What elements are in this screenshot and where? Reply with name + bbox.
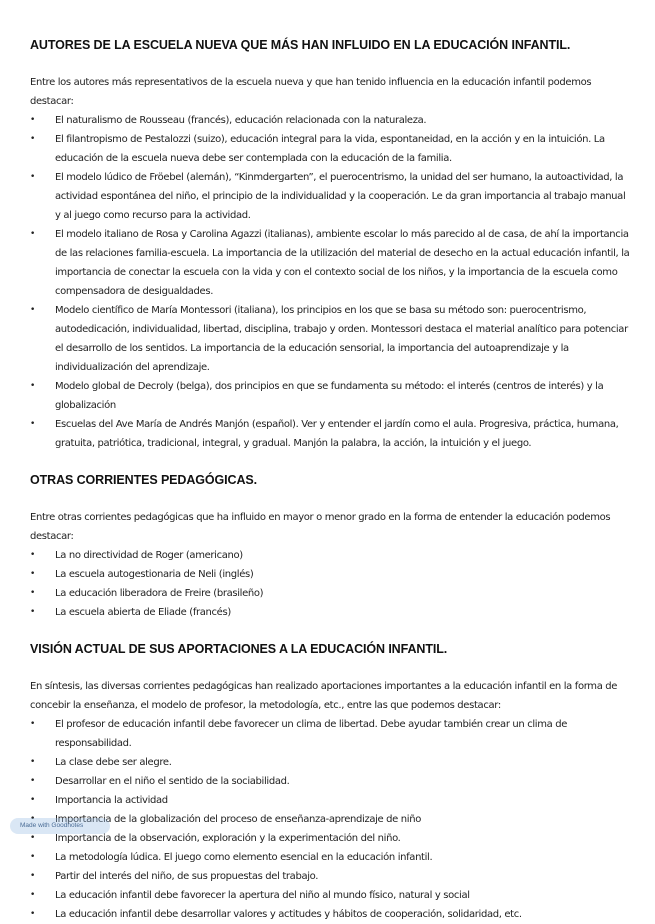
- contributions-list: [30, 715, 630, 924]
- list-item: • Importancia la actividad: [30, 791, 630, 810]
- list-item: • Importancia de la globalización del proceso de enseñanza-aprendizaje de niño: [30, 810, 630, 829]
- list-item: • El modelo lúdico de Fröebel (alemán), “Kinmdergarten”, el puerocentrismo, la unidad del ser humano, la autoactividad, la actividad espontánea del niño, el principio de la individualidad y la cooperación. Le da gran importancia al trabajo manual y al juego como recurso para la actividad.: [30, 168, 630, 225]
- list-item: • El modelo italiano de Rosa y Carolina Agazzi (italianas), ambiente escolar lo más parecido al de casa, de ahí la importancia de las relaciones familia-escuela. La importancia de la utilización del material de desecho en la actual educación infantil, la importancia de conectar la escuela con la vida y con el contexto social de los niños, y la importancia de la escuela como compensadora de desigualdades.: [30, 225, 630, 301]
- list-item: • La no directividad de Roger (americano): [30, 546, 630, 565]
- list-item: • La educación infantil debe desarrollar valores y actitudes y hábitos de cooperación, solidaridad, etc.: [30, 905, 630, 924]
- list-item: • La clase debe ser alegre.: [30, 753, 630, 772]
- section-heading-autores: AUTORES DE LA ESCUELA NUEVA QUE MÁS HAN INFLUIDO EN LA EDUCACIÓN INFANTIL.: [30, 38, 571, 52]
- section-heading-vision-actual: VISIÓN ACTUAL DE SUS APORTACIONES A LA EDUCACIÓN INFANTIL.: [30, 642, 448, 656]
- list-item: • Desarrollar en el niño el sentido de la sociabilidad.: [30, 772, 630, 791]
- currents-list: [30, 546, 630, 622]
- list-item: • La educación liberadora de Freire (brasileño): [30, 584, 630, 603]
- list-item: • La educación infantil debe favorecer la apertura del niño al mundo físico, natural y social: [30, 886, 630, 905]
- section-intro-autores: Entre los autores más representativos de la escuela nueva y que han tenido influencia en la educación infantil podemos destacar:: [30, 77, 592, 107]
- list-item: • El naturalismo de Rousseau (francés), educación relacionada con la naturaleza.: [30, 111, 630, 130]
- list-item: • Modelo global de Decroly (belga), dos principios en que se fundamenta su método: el interés (centros de interés) y la globalización: [30, 377, 630, 415]
- section-intro-otras-corrientes: Entre otras corrientes pedagógicas que ha influido en mayor o menor grado en la forma de entender la educación podemos destacar:: [30, 512, 611, 542]
- list-item: • Partir del interés del niño, de sus propuestas del trabajo.: [30, 867, 630, 886]
- list-item: • Importancia de la observación, exploración y la experimentación del niño.: [30, 829, 630, 848]
- section-heading-otras-corrientes: OTRAS CORRIENTES PEDAGÓGICAS.: [30, 473, 257, 487]
- list-item: • El profesor de educación infantil debe favorecer un clima de libertad. Debe ayudar también crear un clima de responsabilidad.: [30, 715, 630, 753]
- list-item: • La escuela autogestionaria de Neli (inglés): [30, 565, 630, 584]
- made-with-badge[interactable]: Made with Goodnotes: [10, 818, 110, 834]
- list-item: • Modelo científico de María Montessori (italiana), los principios en los que se basa su método son: puerocentrismo, autodedicación, individualidad, libertad, disciplina, trabajo y orden. Montessori destaca el material analítico para potenciar el desarrollo de los sentidos. La importancia de la educación sensorial, la importancia del autoaprendizaje y la individualización del aprendizaje.: [30, 301, 630, 377]
- list-item: • La escuela abierta de Eliade (francés): [30, 603, 630, 622]
- section-intro-vision-actual: En síntesis, las diversas corrientes pedagógicas han realizado aportaciones importantes a la educación infantil en la forma de concebir la enseñanza, el modelo de profesor, la metodología, etc., entre las que podemos destacar:: [30, 681, 618, 711]
- list-item: • Escuelas del Ave María de Andrés Manjón (español). Ver y entender el jardín como el aula. Progresiva, práctica, humana, gratuita, patriótica, tradicional, integral, y gradual. Manjón la palabra, la acción, la intuición y el juego.: [30, 415, 630, 453]
- list-item: • El filantropismo de Pestalozzi (suizo), educación integral para la vida, espontaneidad, en la acción y en la intuición. La educación de la escuela nueva debe ser contemplada con la educación de la familia.: [30, 130, 630, 168]
- authors-list: [30, 111, 630, 453]
- document-page: [30, 38, 630, 924]
- list-item: • La metodología lúdica. El juego como elemento esencial en la educación infantil.: [30, 848, 630, 867]
